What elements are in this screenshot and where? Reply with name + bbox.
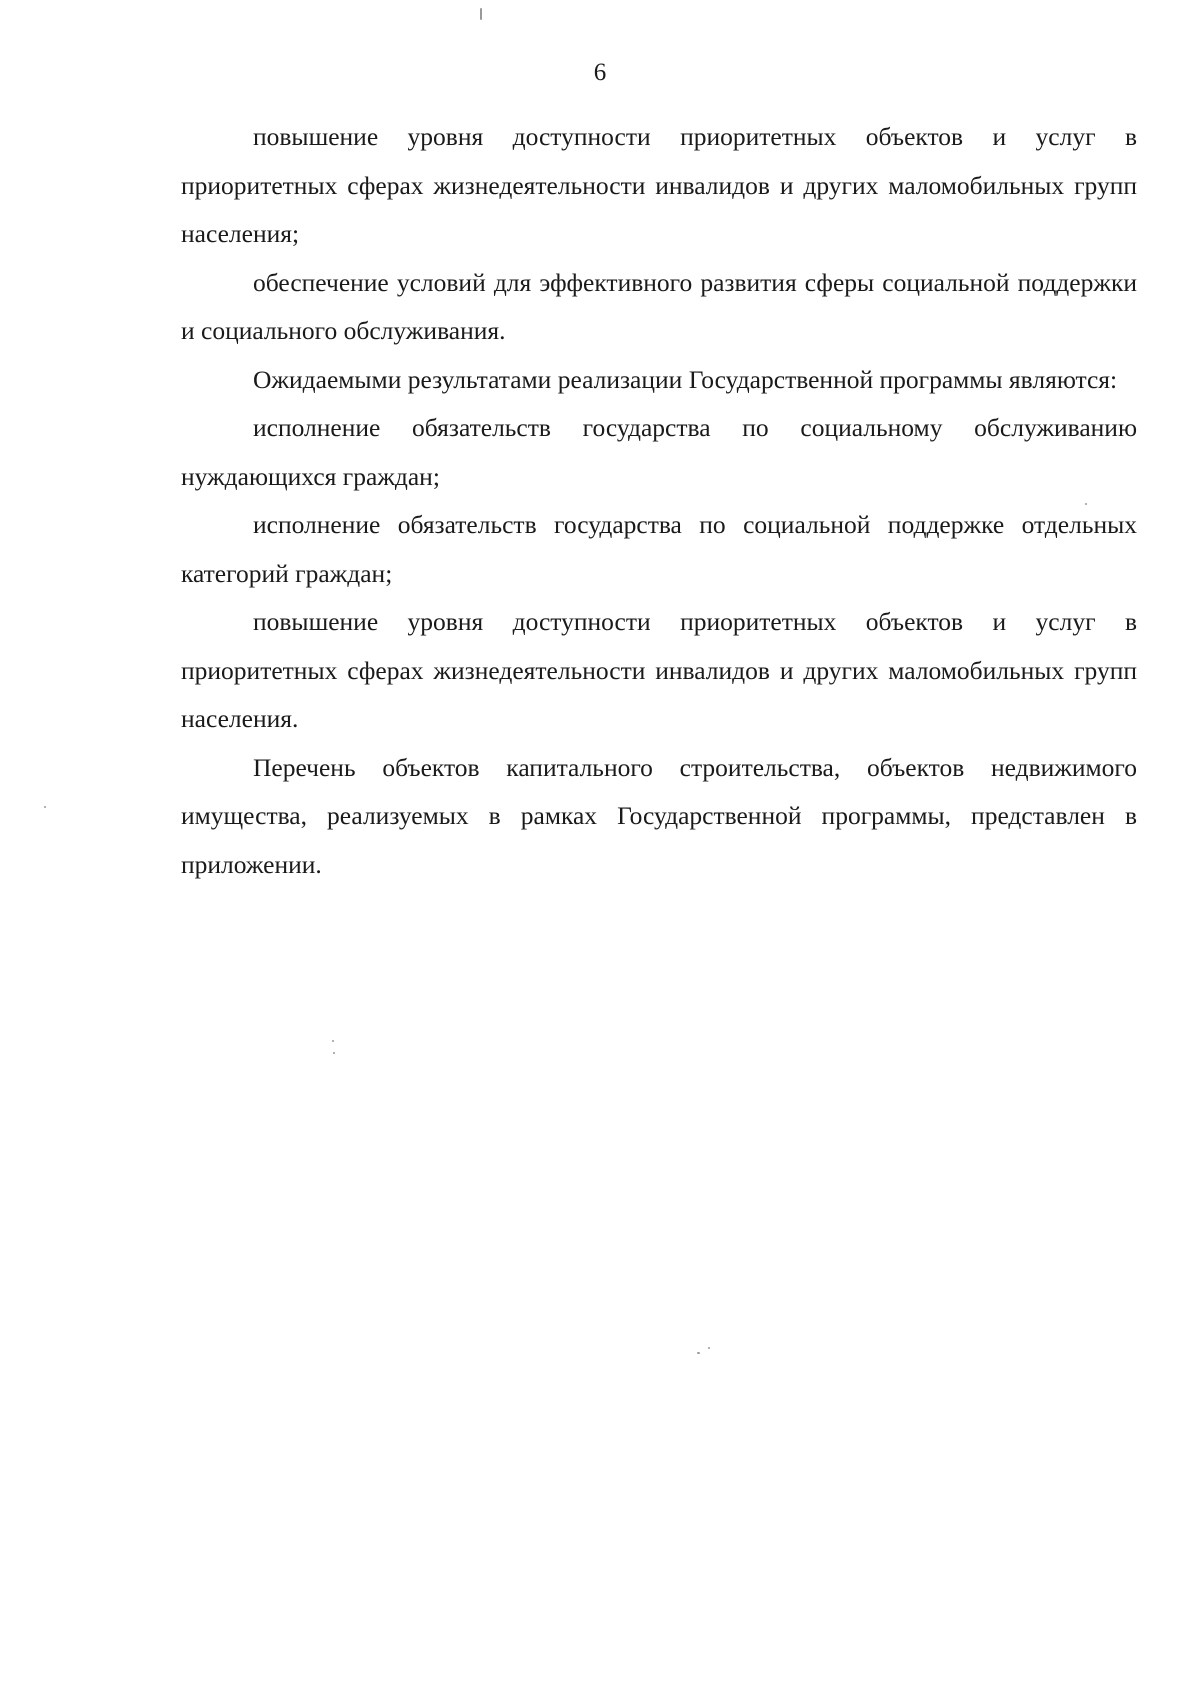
scan-speck <box>332 1040 334 1042</box>
scan-speck <box>697 1352 700 1354</box>
scan-speck <box>1085 503 1087 505</box>
paragraph-result-social-service: исполнение обязательств государства по социальному обслуживанию нуждающихся граждан; <box>181 413 1137 491</box>
paragraph-result-accessibility: повышение уровня доступности приоритетных объектов и услуг в приоритетных сферах жизнедеятельности инвалидов и других маломобильных групп населения. <box>181 607 1137 733</box>
page-number: 6 <box>593 59 607 86</box>
document-body <box>181 113 1137 889</box>
scan-speck <box>480 8 482 20</box>
scan-speck <box>44 806 46 808</box>
paragraph-result-social-support: исполнение обязательств государства по социальной поддержке отдельных категорий граждан; <box>181 510 1137 588</box>
paragraph-conditions-goal: обеспечение условий для эффективного развития сферы социальной поддержки и социального обслуживания. <box>181 267 1137 345</box>
paragraph-accessibility-goal: повышение уровня доступности приоритетных объектов и услуг в приоритетных сферах жизнедеятельности инвалидов и других маломобильных групп населения; <box>181 122 1137 248</box>
paragraph-expected-results-intro: Ожидаемыми результатами реализации Государственной программы являются: <box>253 364 1118 394</box>
paragraph-capital-construction-list: Перечень объектов капитального строительства, объектов недвижимого имущества, реализуемых в рамках Государственной программы, представлен в приложении. <box>181 752 1137 879</box>
scan-speck <box>708 1347 710 1349</box>
scan-speck <box>333 1052 335 1054</box>
